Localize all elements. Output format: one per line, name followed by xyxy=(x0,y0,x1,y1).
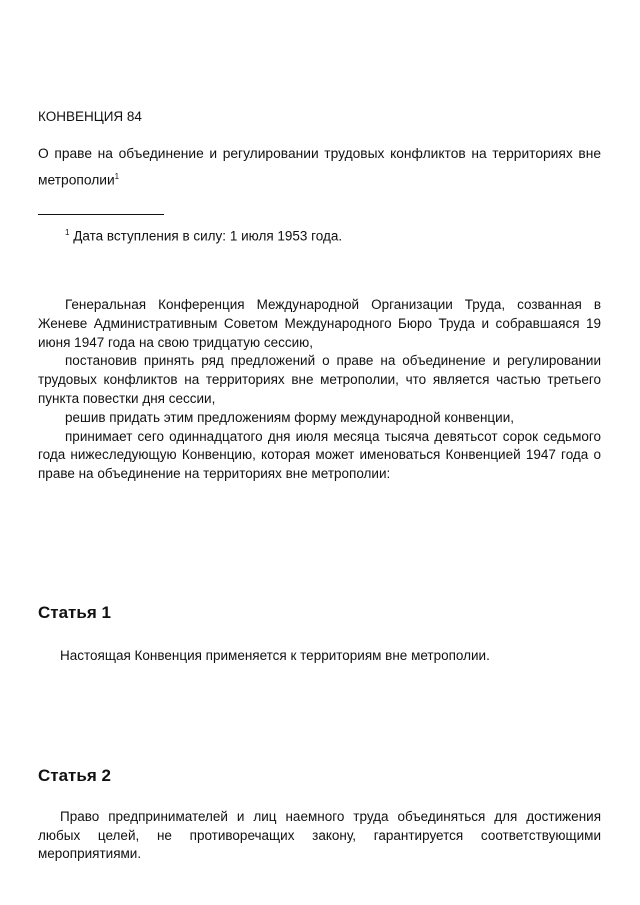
convention-title: КОНВЕНЦИЯ 84 xyxy=(38,109,142,124)
subtitle-text: О праве на объединение и регулировании трудовых конфликтов на территориях вне метрополии xyxy=(38,146,601,188)
footnote xyxy=(65,228,565,244)
preamble-paragraph: принимает сего одиннадцатого дня июля месяца тысяча девятьсот сорок седьмого года нижеследующую Конвенцию, которая может именоваться Конвенцией 1947 года о праве на объединение на территориях вне метрополии: xyxy=(38,428,601,482)
article-1-text: Настоящая Конвенция применяется к территориям вне метрополии. xyxy=(60,648,490,663)
footnote-divider xyxy=(38,214,164,215)
footnote-mark: 1 xyxy=(65,228,70,237)
convention-subtitle xyxy=(38,142,601,192)
preamble xyxy=(38,296,601,484)
footnote-ref[interactable]: 1 xyxy=(114,172,120,181)
footnote-text: Дата вступления в силу: 1 июля 1953 года. xyxy=(73,228,343,244)
preamble-paragraph: Генеральная Конференция Международной Организации Труда, созванная в Женеве Административным Советом Международного Бюро Труда и собравшаяся 19 июня 1947 года на свою тридцатую сессию, xyxy=(38,297,601,350)
preamble-paragraph: постановив принять ряд предложений о праве на объединение и регулировании трудовых конфликтов на территориях вне метрополии, что является частью третьего пункта повестки дня сессии, xyxy=(38,353,601,406)
article-2-body xyxy=(38,808,601,864)
preamble-paragraph: решив придать этим предложениям форму международной конвенции, xyxy=(65,409,514,425)
article-1-heading: Статья 1 xyxy=(38,603,111,622)
article-2-text: Право предпринимателей и лиц наемного труда объединяться для достижения любых целей, не противоречащих закону, гарантируется соответствующими мероприятиями. xyxy=(38,809,601,861)
article-2-heading: Статья 2 xyxy=(38,766,111,785)
